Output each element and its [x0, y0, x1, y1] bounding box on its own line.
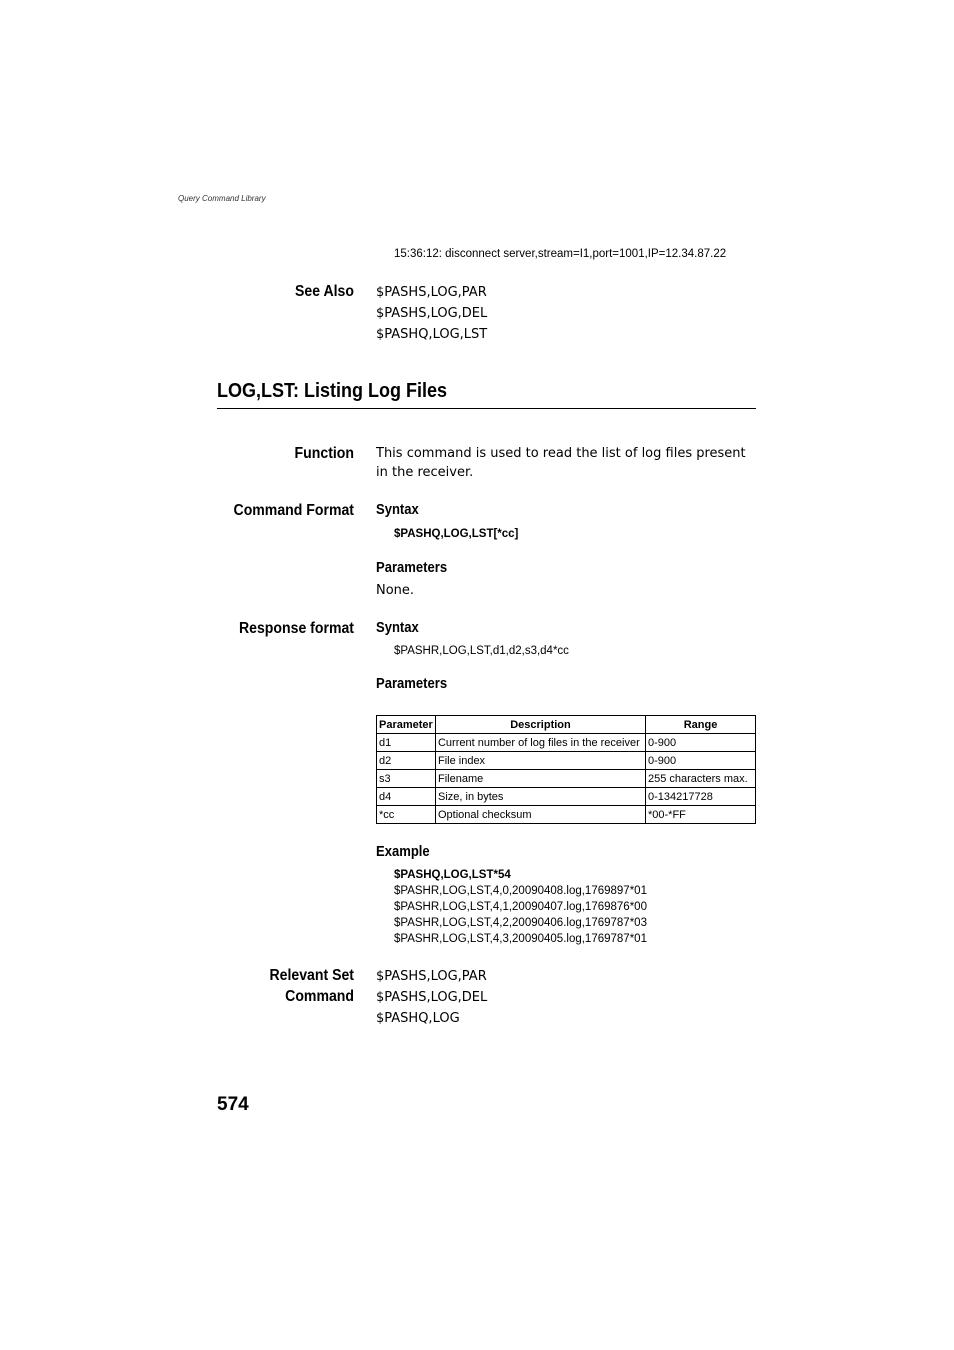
example-block [394, 867, 647, 947]
table-cell: s3 [377, 770, 436, 788]
see-also-list [376, 282, 487, 345]
relevant-set-command-list [376, 966, 487, 1029]
table-row [377, 788, 756, 806]
parameters-table [376, 715, 756, 824]
table-cell: File index [435, 752, 645, 770]
table-cell: Current number of log files in the receiver [435, 734, 645, 752]
table-row [377, 752, 756, 770]
response-parameters-label: Parameters [376, 676, 448, 692]
example-response-line: $PASHR,LOG,LST,4,2,20090406.log,1769787*03 [394, 917, 647, 929]
table-cell: *cc [377, 806, 436, 824]
relevant-set-command-item: $PASHQ,LOG [376, 1011, 460, 1026]
command-format-heading: Command Format [233, 502, 354, 519]
see-also-heading: See Also [295, 283, 354, 300]
page-number: 574 [217, 1094, 249, 1115]
relevant-set-command-heading-line: Relevant Set [269, 967, 354, 984]
table-cell: 0-900 [646, 734, 756, 752]
relevant-set-command-heading-line: Command [285, 988, 354, 1005]
table-row [377, 770, 756, 788]
example-response-line: $PASHR,LOG,LST,4,0,20090408.log,1769897*01 [394, 885, 647, 897]
section-title: LOG,LST: Listing Log Files [217, 380, 447, 402]
table-header-cell: Description [435, 716, 645, 734]
response-syntax-label: Syntax [376, 620, 419, 636]
log-output-line: 15:36:12: disconnect server,stream=I1,port=1001,IP=12.34.87.22 [394, 248, 727, 260]
table-header-row [377, 716, 756, 734]
table-cell: 0-900 [646, 752, 756, 770]
command-parameters-label: Parameters [376, 560, 448, 576]
relevant-set-command-item: $PASHS,LOG,DEL [376, 990, 488, 1005]
table-header-cell: Range [646, 716, 756, 734]
example-label: Example [376, 844, 430, 860]
function-heading: Function [294, 445, 354, 462]
table-cell: d2 [377, 752, 436, 770]
command-syntax-label: Syntax [376, 502, 419, 518]
see-also-item: $PASHS,LOG,DEL [376, 306, 488, 321]
response-syntax: $PASHR,LOG,LST,d1,d2,s3,d4*cc [394, 645, 569, 657]
example-response-line: $PASHR,LOG,LST,4,3,20090405.log,1769787*01 [394, 933, 647, 945]
running-header: Query Command Library [178, 194, 266, 203]
see-also-item: $PASHQ,LOG,LST [376, 327, 488, 342]
table-cell: 0-134217728 [646, 788, 756, 806]
table-row [377, 734, 756, 752]
section-divider [217, 408, 756, 409]
example-response-line: $PASHR,LOG,LST,4,1,20090407.log,1769876*00 [394, 901, 647, 913]
table-cell: *00-*FF [646, 806, 756, 824]
relevant-set-command-heading [178, 965, 354, 1007]
see-also-item: $PASHS,LOG,PAR [376, 285, 487, 300]
response-format-heading: Response format [238, 620, 354, 637]
table-cell: Optional checksum [435, 806, 645, 824]
table-cell: d4 [377, 788, 436, 806]
table-row [377, 806, 756, 824]
command-syntax: $PASHQ,LOG,LST[*cc] [394, 528, 519, 540]
example-command: $PASHQ,LOG,LST*54 [394, 869, 511, 881]
table-header-cell: Parameter [377, 716, 436, 734]
relevant-set-command-item: $PASHS,LOG,PAR [376, 969, 487, 984]
command-parameters-text: None. [376, 583, 415, 598]
table-cell: 255 characters max. [646, 770, 756, 788]
table-cell: d1 [377, 734, 436, 752]
table-cell: Filename [435, 770, 645, 788]
table-cell: Size, in bytes [435, 788, 645, 806]
function-description: This command is used to read the list of log files present in the receiver. [376, 446, 746, 480]
